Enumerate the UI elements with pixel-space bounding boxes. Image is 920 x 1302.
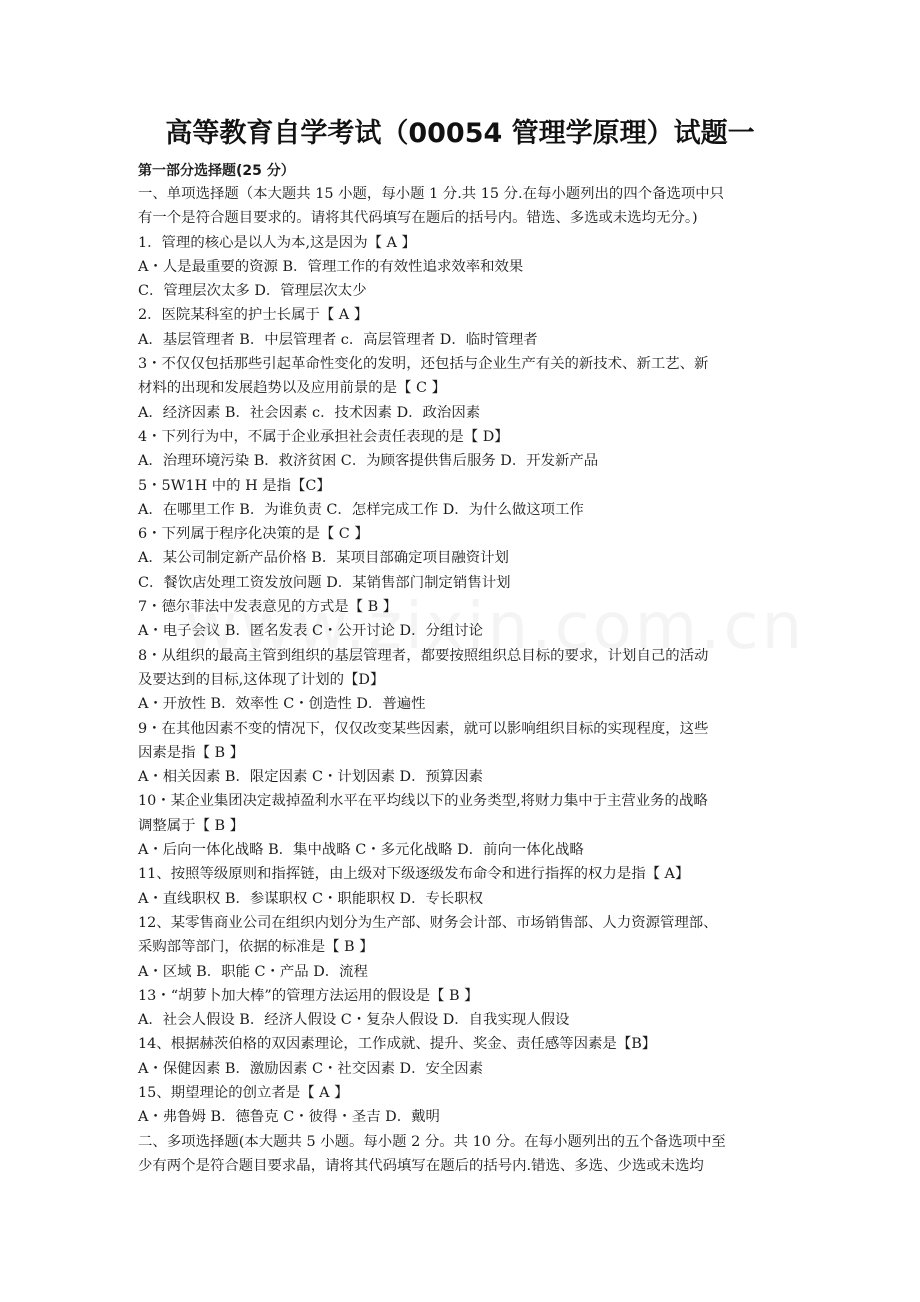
text-line: 1．管理的核心是以人为本,这是因为【 A 】 [138,234,416,251]
text-line: 8・从组织的最高主管到组织的基层管理者，都要按照组织总目标的要求，计划自己的活动 [138,647,709,664]
text-line: 因素是指【 B 】 [138,744,245,761]
text-line: 一、单项选择题（本大题共 15 小题，每小题 1 分.共 15 分.在每小题列出的四个备选项中只 [138,186,725,202]
text-line: 9・在其他因素不变的情况下，仅仅改变某些因素，就可以影响组织目标的实现程度，这些 [138,720,709,737]
text-line: 6・下列属于程序化决策的是【 C 】 [138,526,369,543]
text-line: 及要达到的目标,这体现了计划的【D】 [138,671,385,688]
text-line: 15、期望理论的创立者是【 A 】 [138,1084,349,1101]
text-line: 7・德尔菲法中发表意见的方式是【 B 】 [138,599,398,616]
text-line: A・人是最重要的资源 B．管理工作的有效性追求效率和效果 [138,258,524,275]
text-line: A・电子会议 B．匿名发表 C・公开讨论 D．分组讨论 [138,623,484,640]
text-line: 10・某企业集团决定裁掉盈利水平在平均线以下的业务类型,将财力集中于主营业务的战略 [138,793,708,810]
text-line: A・弗鲁姆 B．德鲁克 C・彼得・圣吉 D．戴明 [138,1109,440,1126]
document-title: 高等教育自学考试（00054 管理学原理）试题一 [165,118,755,149]
section-heading: 第一部分选择题(25 分） [138,163,295,179]
text-line: 4・下列行为中，不属于企业承担社会责任表现的是【 D】 [138,428,509,445]
text-line: 11、按照等级原则和指挥链，由上级对下级逐级发布命令和进行指挥的权力是指【 A】 [138,866,690,883]
text-line: A．基层管理者 B．中层管理者 c．高层管理者 D．临时管理者 [138,331,538,348]
text-line: 13・“胡萝卜加大棒”的管理方法运用的假设是【 B 】 [138,987,479,1004]
text-line: 采购部等部门，依据的标准是【 B 】 [138,939,374,956]
text-line: A・直线职权 B．参谋职权 C・职能职权 D．专长职权 [138,890,484,907]
text-line: A．治理环境污染 B．救济贫困 C．为顾客提供售后服务 D．开发新产品 [138,453,599,470]
text-line: A・开放性 B．效率性 C・创造性 D．普遍性 [138,696,426,713]
text-line: 2．医院某科室的护士长属于【 A 】 [138,307,369,324]
text-line: 少有两个是符合题目要求晶，请将其代码填写在题后的括号内.错选、多选、少选或未选均 [138,1157,704,1174]
text-line: A・保健因素 B．激励因素 C・社交因素 D．安全因素 [138,1060,484,1077]
text-line: A・区域 B．职能 C・产品 D．流程 [138,963,368,980]
text-line: A・后向一体化战略 B．集中战略 C・多元化战略 D．前向一体化战略 [138,842,584,859]
text-line: A・相关因素 B．限定因素 C・计划因素 D．预算因素 [138,769,484,786]
text-line: 材料的出现和发展趋势以及应用前景的是【 C 】 [138,380,446,397]
text-line: A．在哪里工作 B．为谁负责 C．怎样完成工作 D．为什么做这项工作 [138,501,584,518]
text-line: C．管理层次太多 D．管理层次太少 [138,283,367,300]
text-line: 5・5W1H 中的 H 是指【C】 [138,477,331,494]
text-line: 14、根据赫茨伯格的双因素理论，工作成就、提升、奖金、责任感等因素是【B】 [138,1036,657,1053]
text-line: C．餐饮店处理工资发放问题 D．某销售部门制定销售计划 [138,574,511,591]
text-line: 调整属于【 B 】 [138,817,245,834]
text-line: 3・不仅仅包括那些引起革命性变化的发明，还包括与企业生产有关的新技术、新工艺、新 [138,356,709,373]
document-body [138,160,798,1178]
text-line: 二、多项选择题(本大题共 5 小题。每小题 2 分。共 10 分。在每小题列出的五个备选项中至 [138,1133,726,1150]
text-line: A．某公司制定新产品价格 B．某项目部确定项目融资计划 [138,550,509,567]
text-line: 有一个是符合题目要求的。请将其代码填写在题后的括号内。错选、多选或未选均无分。) [138,210,698,227]
text-line: A．经济因素 B．社会因素 c．技术因素 D．政治因素 [138,404,481,421]
text-line: A．社会人假设 B．经济人假设 C・复杂人假设 D．自我实现人假设 [138,1012,570,1029]
text-line: 12、某零售商业公司在组织内划分为生产部、财务会计部、市场销售部、人力资源管理部、 [138,914,718,931]
